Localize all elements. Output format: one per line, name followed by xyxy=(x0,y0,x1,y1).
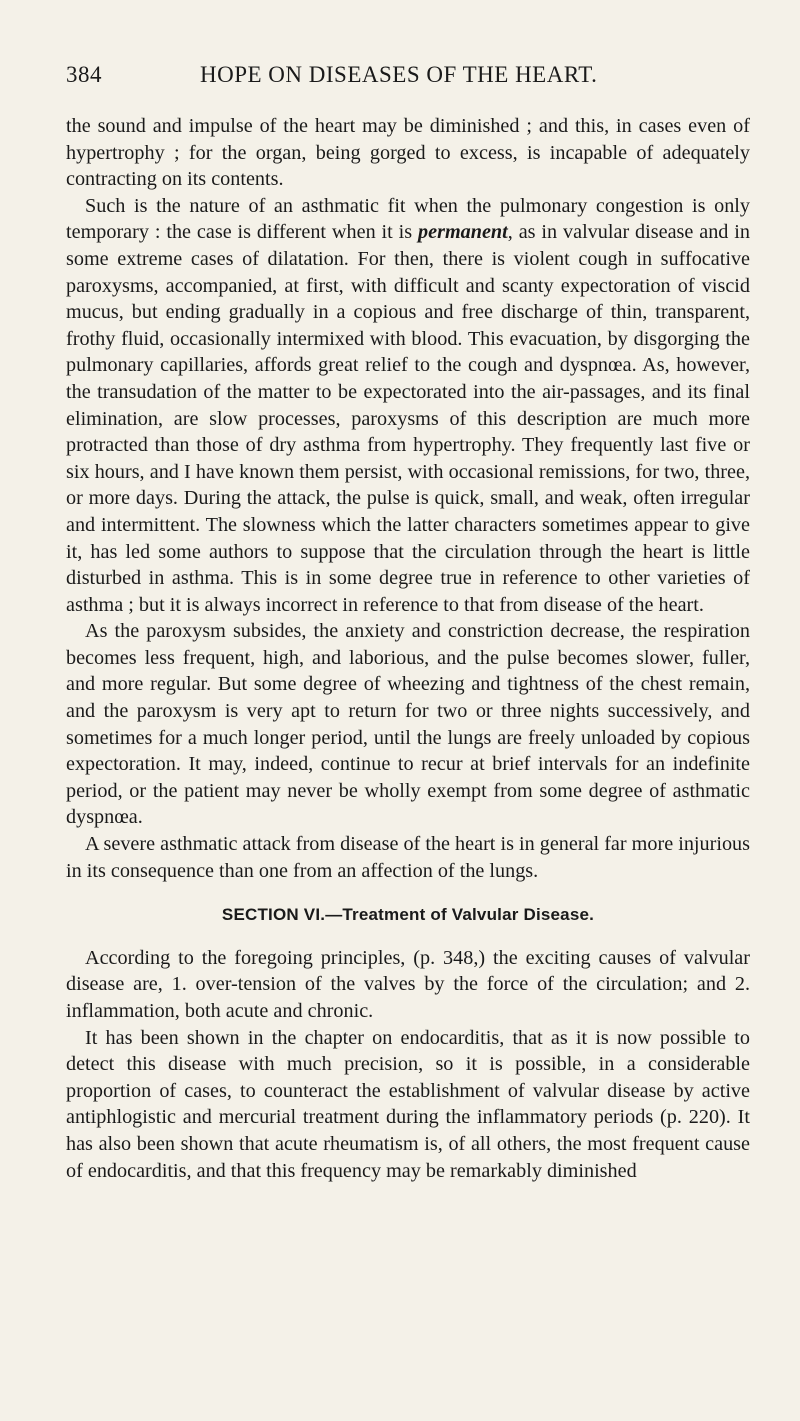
paragraph-2-part-b: , as in valvular disease and in some extreme cases of dilatation. For then, there is violent cough in suffocative paroxysms, accompanied, at first, with difficult and scanty expectoration of viscid mucus, but ending gradually in a copious and free discharge of thin, transparent, frothy fluid, occasionally intermixed with blood. This evacuation, by disgorging the pulmonary capillaries, affords great relief to the cough and dyspnœa. As, however, the transudation of the matter to be expectorated into the air-passages, and its final elimination, are slow processes, paroxysms of this description are much more protracted than those of dry asthma from hypertrophy. They frequently last five or six hours, and I have known them persist, with occasional remissions, for two, three, or more days. During the attack, the pulse is quick, small, and weak, often irregular and intermittent. The slowness which the latter characters sometimes appear to give it, has led some authors to suppose that the circulation through the heart is little disturbed in asthma. This is in some degree true in reference to other varieties of asthma ; but it is always incorrect in reference to that from disease of the heart. xyxy=(66,221,750,616)
paragraph-2 xyxy=(66,193,750,619)
emphasis-permanent: permanent xyxy=(418,221,508,244)
paragraph-4: A severe asthmatic attack from disease of the heart is in general far more injurious in its consequence than one from an affection of the lungs. xyxy=(66,833,750,882)
page-body xyxy=(66,113,750,1184)
running-title: HOPE ON DISEASES OF THE HEART. xyxy=(200,62,598,87)
paragraph-2-part-a: Such is the nature of an asthmatic fit when the pulmonary congestion is only temporary : the case is different when it is xyxy=(66,194,750,244)
paragraph-3: As the paroxysm subsides, the anxiety and constriction decrease, the respiration becomes less frequent, high, and laborious, and the pulse becomes slower, fuller, and more regular. But some degree of wheezing and tightness of the chest remain, and the paroxysm is very apt to return for two or three nights successively, and sometimes for a much longer period, until the lungs are freely unloaded by copious expectoration. It may, indeed, continue to recur at brief intervals for an indefinite period, or the patient may never be wholly exempt from some degree of asthmatic dyspnœa. xyxy=(66,620,750,829)
page-number: 384 xyxy=(66,62,102,87)
paragraph-1: the sound and impulse of the heart may be diminished ; and this, in cases even of hypertrophy ; for the organ, being gorged to excess, is incapable of adequately contracting on its contents. xyxy=(66,115,750,191)
running-header xyxy=(66,62,756,94)
paragraph-5: According to the foregoing principles, (p. 348,) the exciting causes of valvular disease are, 1. over-tension of the valves by the force of the circulation; and 2. inflammation, both acute and chronic. xyxy=(66,946,750,1022)
paragraph-6: It has been shown in the chapter on endocarditis, that as it is now possible to detect this disease with much precision, so it is possible, in a considerable proportion of cases, to counteract the establishment of valvular disease by active antiphlogistic and mercurial treatment during the inflammatory periods (p. 220). It has also been shown that acute rheumatism is, of all others, the most frequent cause of endocarditis, and that this frequency may be remarkably diminished xyxy=(66,1026,750,1182)
section-heading: SECTION VI.—Treatment of Valvular Disease. xyxy=(221,905,595,925)
